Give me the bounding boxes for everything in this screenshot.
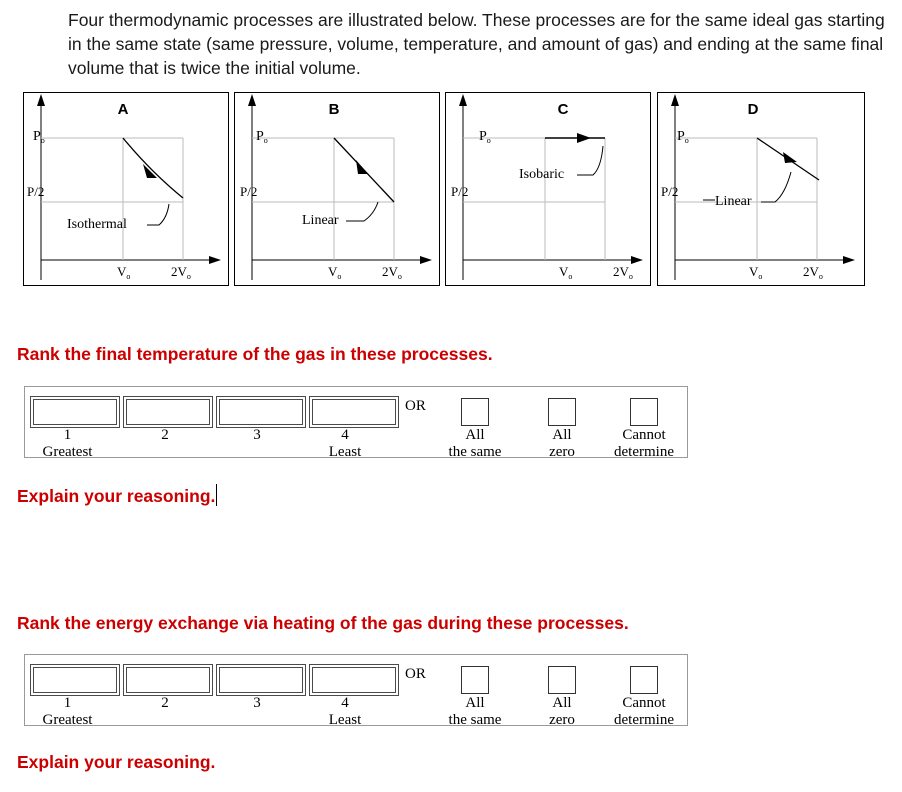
rank-label-3: 3 (253, 695, 261, 711)
panel-b-p-label: $P_o$ (256, 129, 268, 145)
all-same-checkbox[interactable] (461, 398, 489, 426)
panel-b-v-label: $V_o$ (328, 264, 342, 281)
cannot-determine-label: Cannot determine (614, 427, 674, 460)
ranking-box-1 (24, 386, 688, 458)
rank-label-2: 2 (161, 695, 169, 711)
or-label: OR (405, 666, 426, 682)
panel-a-phalf-label: P/2 (27, 184, 45, 199)
rank-label-2: 2 (161, 427, 169, 443)
question2-explain: Explain your reasoning. (17, 752, 216, 772)
panel-d-process-label: Linear (715, 194, 752, 209)
panel-a (24, 93, 229, 286)
all-zero-checkbox[interactable] (548, 398, 576, 426)
panel-d (658, 93, 865, 286)
panel-b-process-label: Linear (302, 213, 339, 228)
rank-label-1: 1 Greatest (42, 427, 93, 460)
all-same-label: All the same (448, 427, 502, 460)
question1-explain: Explain your reasoning. (17, 486, 216, 506)
rank-slot-4[interactable] (309, 664, 399, 696)
panel-c-v-label: $V_o$ (559, 264, 573, 281)
panel-a-2v-label: $2V_o$ (171, 264, 191, 281)
all-same-checkbox[interactable] (461, 666, 489, 694)
panel-b-letter: B (328, 101, 340, 118)
cannot-determine-checkbox[interactable] (630, 398, 658, 426)
panel-c-p-label: $P_o$ (479, 129, 491, 145)
text-cursor (216, 484, 217, 506)
panel-d-v-label: $V_o$ (749, 264, 763, 281)
rank-slot-2[interactable] (123, 664, 213, 696)
rank-label-1: 1 Greatest (42, 695, 93, 728)
rank-slot-3[interactable] (216, 664, 306, 696)
panel-c-process-label: Isobaric (519, 167, 565, 182)
all-zero-label: All zero (549, 695, 575, 728)
all-same-label: All the same (448, 695, 502, 728)
rank-slot-1[interactable] (30, 664, 120, 696)
panel-a-p-label: $P_o$ (33, 129, 45, 145)
panel-b (235, 93, 440, 286)
panel-a-letter: A (117, 101, 129, 118)
panel-d-2v-label: $2V_o$ (803, 264, 823, 281)
ranking-box-2 (24, 654, 688, 726)
panel-a-process-label: Isothermal (67, 217, 127, 232)
question1-heading: Rank the final temperature of the gas in these processes. (17, 344, 493, 364)
rank-label-4: 4 Least (328, 695, 362, 728)
cannot-determine-checkbox[interactable] (630, 666, 658, 694)
panel-a-frame (24, 93, 229, 286)
panel-c-letter: C (557, 101, 569, 118)
rank-slot-3[interactable] (216, 396, 306, 428)
or-label: OR (405, 398, 426, 414)
question2-heading: Rank the energy exchange via heating of the gas during these processes. (17, 613, 629, 633)
rank-slot-4[interactable] (309, 396, 399, 428)
panel-c-frame (446, 93, 651, 286)
rank-slot-1[interactable] (30, 396, 120, 428)
cannot-determine-label: Cannot determine (614, 695, 674, 728)
panel-c-phalf-label: P/2 (451, 184, 469, 199)
intro-paragraph: Four thermodynamic processes are illustrated below. These processes are for the same ideal gas starting in the same state (same pressure, volume, temperature, and amount of gas) and ending at the same final volume that is twice the initial volume. (68, 10, 885, 78)
diagram-svg (23, 92, 865, 286)
panel-d-letter: D (747, 101, 759, 118)
panel-d-frame (658, 93, 865, 286)
panel-b-2v-label: $2V_o$ (382, 264, 402, 281)
all-zero-label: All zero (549, 427, 575, 460)
panel-c (446, 93, 651, 286)
panel-d-p-label: $P_o$ (677, 129, 689, 145)
panel-b-frame (235, 93, 440, 286)
panel-b-phalf-label: P/2 (240, 184, 258, 199)
rank-slot-2[interactable] (123, 396, 213, 428)
panel-a-v-label: $V_o$ (117, 264, 131, 281)
panel-c-2v-label: $2V_o$ (613, 264, 633, 281)
all-zero-checkbox[interactable] (548, 666, 576, 694)
panel-d-phalf-label: P/2 (661, 184, 679, 199)
rank-label-3: 3 (253, 427, 261, 443)
rank-label-4: 4 Least (328, 427, 362, 460)
process-diagrams (23, 92, 865, 286)
